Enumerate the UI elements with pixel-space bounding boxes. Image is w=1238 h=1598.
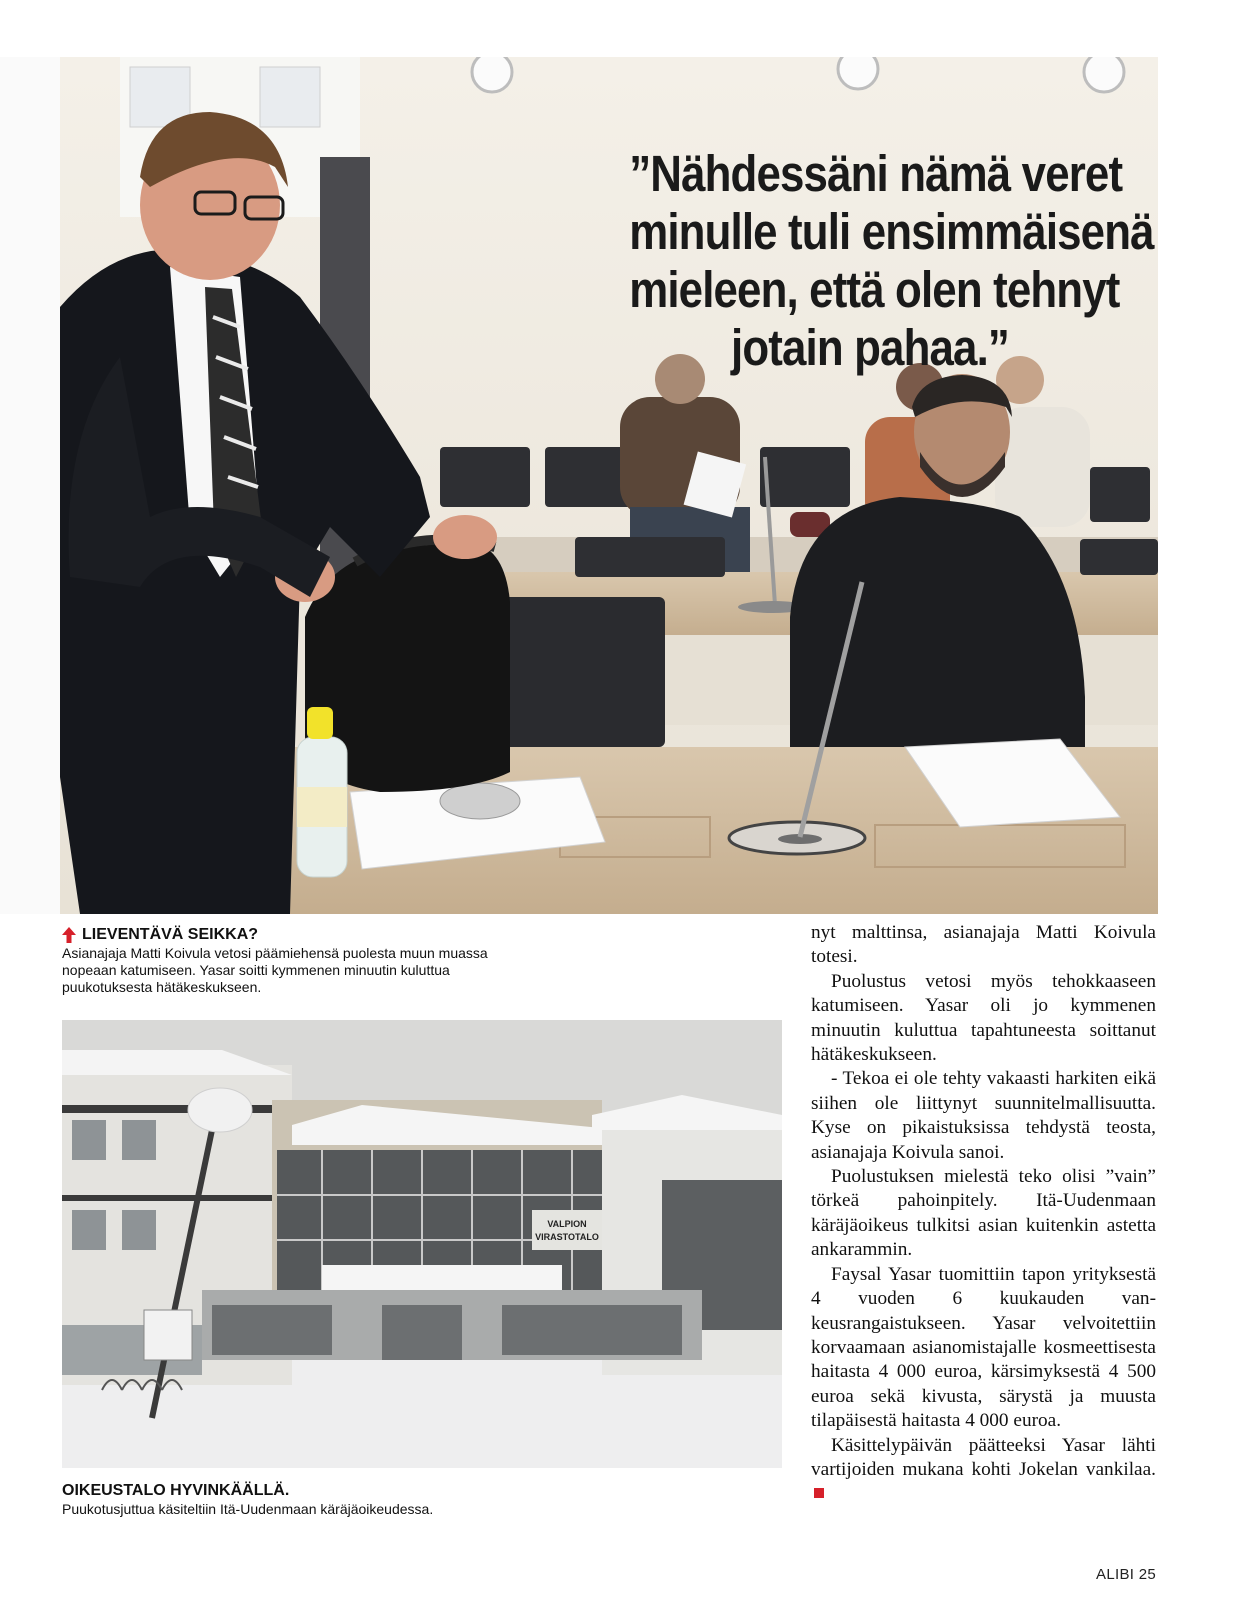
caption-body: Puukotusjuttua käsiteltiin Itä-Uudenmaan käräjäoikeudessa.: [62, 1501, 434, 1517]
quote-line: jotain pahaa.”: [731, 319, 1009, 376]
caption-body: Asianajaja Matti Koivula vetosi päämiehensä puolesta muun muassa nopeaan katumiseen. Yasar soitti kymmenen minuutin kuluttua puukotuksesta hätäkeskukseen.: [62, 945, 488, 995]
article-paragraph: nyt malttinsa, asianajaja Matti Koivula totesi.: [811, 922, 1156, 968]
building-sign-line: VIRASTOTALO: [535, 1232, 599, 1242]
photo-caption-bottom: [62, 1481, 762, 1518]
courtroom-photo: [0, 57, 1158, 914]
article-paragraph: Puolustuksen mielestä teko olisi ”vain” törkeä pahoinpitely. Itä-Uudenmaan käräjäoikeus tulkitsi asian kuitenkin astetta ankarammin.: [811, 1166, 1156, 1261]
article-body: [811, 921, 1156, 1507]
arrow-up-icon: [62, 927, 76, 943]
quote-line: minulle tuli ensimmäisenä: [629, 203, 1154, 260]
article-paragraph: Faysal Yasar tuomittiin tapon yrityksestä 4 vuoden 6 kuukauden vankeusrangaistukseen. Yasar velvoitettiin korvaamaan asianomistajalle kosmeettisesta haitasta 4 000 euroa, kärsimyksestä 4 500 euroa sekä kivusta, särystä ja muusta tilapäisestä haitasta 4 000 euroa.: [811, 1263, 1156, 1432]
photo-caption-top: [62, 925, 532, 996]
courthouse-photo: [62, 1020, 782, 1468]
page-folio: ALIBI 25: [1096, 1566, 1156, 1583]
article-paragraph-text: Käsittelypäivän päätteeksi Yasar lähti vartijoiden mukana kohti Jokelan vankilaa.: [811, 1434, 1156, 1480]
article-paragraph: Puolustus vetosi myös tehokkaaseen katumiseen. Yasar oli jo kymmenen minuutin kuluttua tapahtuneesta soittanut hätäkeskukseen.: [811, 970, 1156, 1066]
caption-heading: LIEVENTÄVÄ SEIKKA?: [82, 926, 259, 943]
building-sign-line: VALPION: [547, 1219, 587, 1229]
article-paragraph: - Tekoa ei ole tehty vakaasti harkiten eikä siihen ole liittynyt suunnitelmallisuutta. Kyse on pikaistuksissa tehdystä teosta, asianajaja Koivula sanoi.: [811, 1068, 1156, 1163]
article-paragraph-last: [811, 1434, 1156, 1507]
end-square-icon: [814, 1488, 824, 1498]
caption-heading: OIKEUSTALO HYVINKÄÄLLÄ.: [62, 1482, 290, 1499]
pull-quote: [629, 145, 1154, 377]
quote-line: ”Nähdessäni nämä veret: [629, 145, 1123, 202]
quote-line: mieleen, että olen tehnyt: [629, 261, 1120, 318]
courthouse-photo-illustration: [62, 1020, 782, 1468]
